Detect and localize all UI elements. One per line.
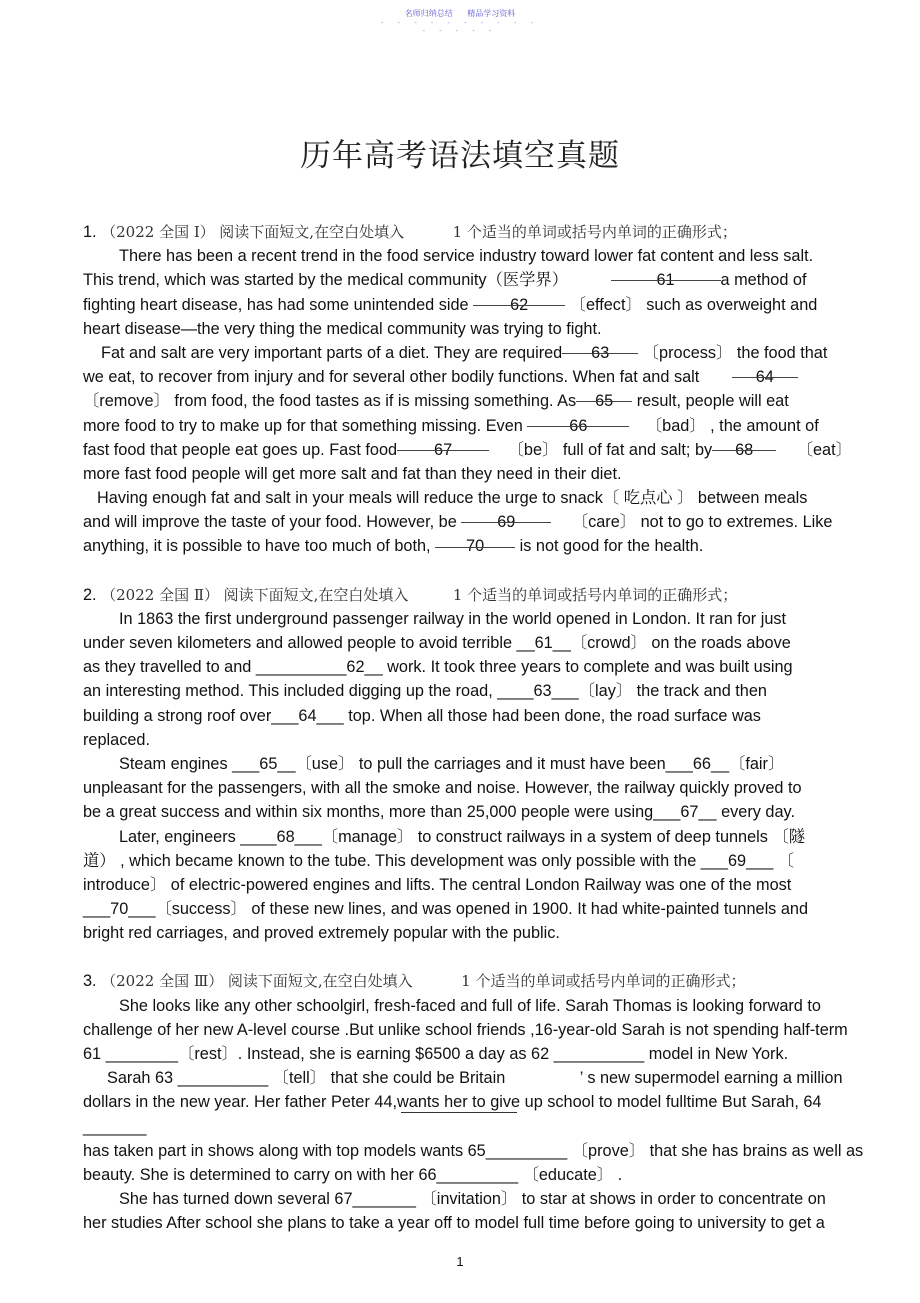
watermark-header xyxy=(0,8,920,35)
paragraph-line: ___70___〔success〕 of these new lines, and was opened in 1900. It had white-painted tunnels and xyxy=(83,900,809,919)
paragraph-line: under seven kilometers and allowed people to avoid terrible __61__〔crowd〕 on the roads above xyxy=(83,634,791,652)
page-number: 1 xyxy=(456,1254,464,1269)
paragraph-line: building a strong roof over___64___ top. When all those had been done, the road surface was xyxy=(83,706,761,725)
blank-66: 66 xyxy=(527,414,629,438)
paragraph-line: more fast food people will get more salt and fat than they need in their diet. xyxy=(83,464,622,483)
paragraph-line: introduce〕 of electric-powered engines and lifts. The central London Railway was one of the most xyxy=(83,875,792,894)
paragraph-line: has taken part in shows along with top models wants 65_________ 〔prove〕 that she has brains as well as xyxy=(83,1141,864,1160)
blank-68: 68 xyxy=(712,438,776,462)
paragraph-line: Having enough fat and salt in your meals will reduce the urge to snack〔 吃点心 〕 between meals xyxy=(97,489,808,508)
blank-69: 69 xyxy=(461,510,551,534)
paragraph-line: Later, engineers ____68___〔manage〕 to construct railways in a system of deep tunnels 〔隧 xyxy=(119,827,806,846)
watermark-dashes-1: - - - - - - - - - - xyxy=(381,19,539,27)
paragraph-line: her studies After school she plans to take a year off to model full time before going to university to get a xyxy=(83,1214,825,1233)
blank-65: 65 xyxy=(576,389,632,413)
paragraph-line: Steam engines ___65__〔use〕 to pull the carriages and it must have been___66__〔fair〕 xyxy=(119,754,785,773)
blank-62: 62 xyxy=(473,293,565,317)
paragraph-line: 61 ________〔rest〕. Instead, she is earning $6500 a day as 62 __________ model in New York. xyxy=(83,1045,789,1063)
paragraph-line: This trend, which was started by the medical community（医学界） 61 a method of xyxy=(83,268,913,292)
paragraph-line: dollars in the new year. Her father Peter 44,wants her to give up school to model fulltime But Sarah, 64 xyxy=(83,1093,822,1112)
blank-70: 70 xyxy=(435,534,515,558)
paragraph-line: In 1863 the first underground passenger railway in the world opened in London. It ran for just xyxy=(119,609,787,628)
paragraph-line: bright red carriages, and proved extremely popular with the public. xyxy=(83,924,560,943)
paragraph-line: Fat and salt are very important parts of a diet. They are required 63 〔process〕 the food that xyxy=(83,341,913,365)
paragraph-line: as they travelled to and __________62__ work. It took three years to complete and was built using xyxy=(83,658,793,677)
paragraph-line: She looks like any other schoolgirl, fresh-faced and full of life. Sarah Thomas is looking forward to xyxy=(119,996,821,1015)
paragraph-line: fast food that people eat goes up. Fast food 67 〔be〕 full of fat and salt; by 68 〔eat〕 xyxy=(83,438,913,462)
paragraph-line: and will improve the taste of your food. However, be 69 〔care〕 not to go to extremes. Like xyxy=(83,510,913,534)
paragraph-line: heart disease—the very thing the medical community was trying to fight. xyxy=(83,319,602,338)
paragraph-line: an interesting method. This included digging up the road, ____63___〔lay〕 the track and then xyxy=(83,682,767,701)
blank-61: 61 xyxy=(611,268,721,292)
blank-67: 67 xyxy=(397,438,489,462)
paragraph-line: anything, it is possible to have too much of both, 70 is not good for the health. xyxy=(83,534,913,558)
paragraph-line: Sarah 63 __________ 〔tell〕 that she could be Britain ’ s new supermodel earning a million xyxy=(107,1069,843,1088)
section-2-heading: 2. （2022 全国 Ⅱ） 阅读下面短文,在空白处填入 1 个适当的单词或括号内单词的正确形式； xyxy=(83,585,738,604)
section-3-heading: 3. （2022 全国 Ⅲ） 阅读下面短文,在空白处填入 1 个适当的单词或括号内单词的正确形式； xyxy=(83,972,746,991)
paragraph-line: 道） , which became known to the tube. This development was only possible with the ___69___ 〔 xyxy=(83,851,795,870)
watermark-left: 名师归纳总结 xyxy=(404,9,453,18)
blank-63: 63 xyxy=(562,341,638,365)
paragraph-line: we eat, to recover from injury and for several other bodily functions. When fat and salt 64 xyxy=(83,365,913,389)
paragraph-line: more food to try to make up for that something missing. Even 66 〔bad〕 , the amount of xyxy=(83,414,913,438)
document-body xyxy=(83,220,913,1236)
watermark-dashes-2: - - - - - xyxy=(422,27,498,35)
watermark-right: 精品学习资料 xyxy=(467,9,516,18)
paragraph-line: fighting heart disease, has had some unintended side 62 〔effect〕 such as overweight and xyxy=(83,293,913,317)
page-title: 历年高考语法填空真题 xyxy=(300,138,620,174)
blank-64-line xyxy=(401,1111,517,1113)
paragraph-line: challenge of her new A-level course .But unlike school friends ,16-year-old Sarah is not spending half-term xyxy=(83,1020,848,1039)
paragraph-line: _______ xyxy=(83,1115,913,1139)
paragraph-line: 〔remove〕 from food, the food tastes as if is missing something. As 65 result, people will eat xyxy=(83,389,913,413)
paragraph-line: beauty. She is determined to carry on with her 66_________ 〔educate〕 . xyxy=(83,1165,623,1184)
paragraph-line: replaced. xyxy=(83,730,150,749)
blank-64: 64 xyxy=(732,365,798,389)
paragraph-line: There has been a recent trend in the food service industry toward lower fat content and less salt. xyxy=(119,247,814,266)
paragraph-line: be a great success and within six months, more than 25,000 people were using___67__ every day. xyxy=(83,803,795,822)
paragraph-line: unpleasant for the passengers, with all the smoke and noise. However, the railway quickly proved to xyxy=(83,779,802,798)
section-1-heading: 1. （2022 全国 Ⅰ） 阅读下面短文,在空白处填入 1 个适当的单词或括号内单词的正确形式； xyxy=(83,223,737,241)
paragraph-line: She has turned down several 67_______ 〔invitation〕 to star at shows in order to concentrate on xyxy=(119,1190,826,1209)
